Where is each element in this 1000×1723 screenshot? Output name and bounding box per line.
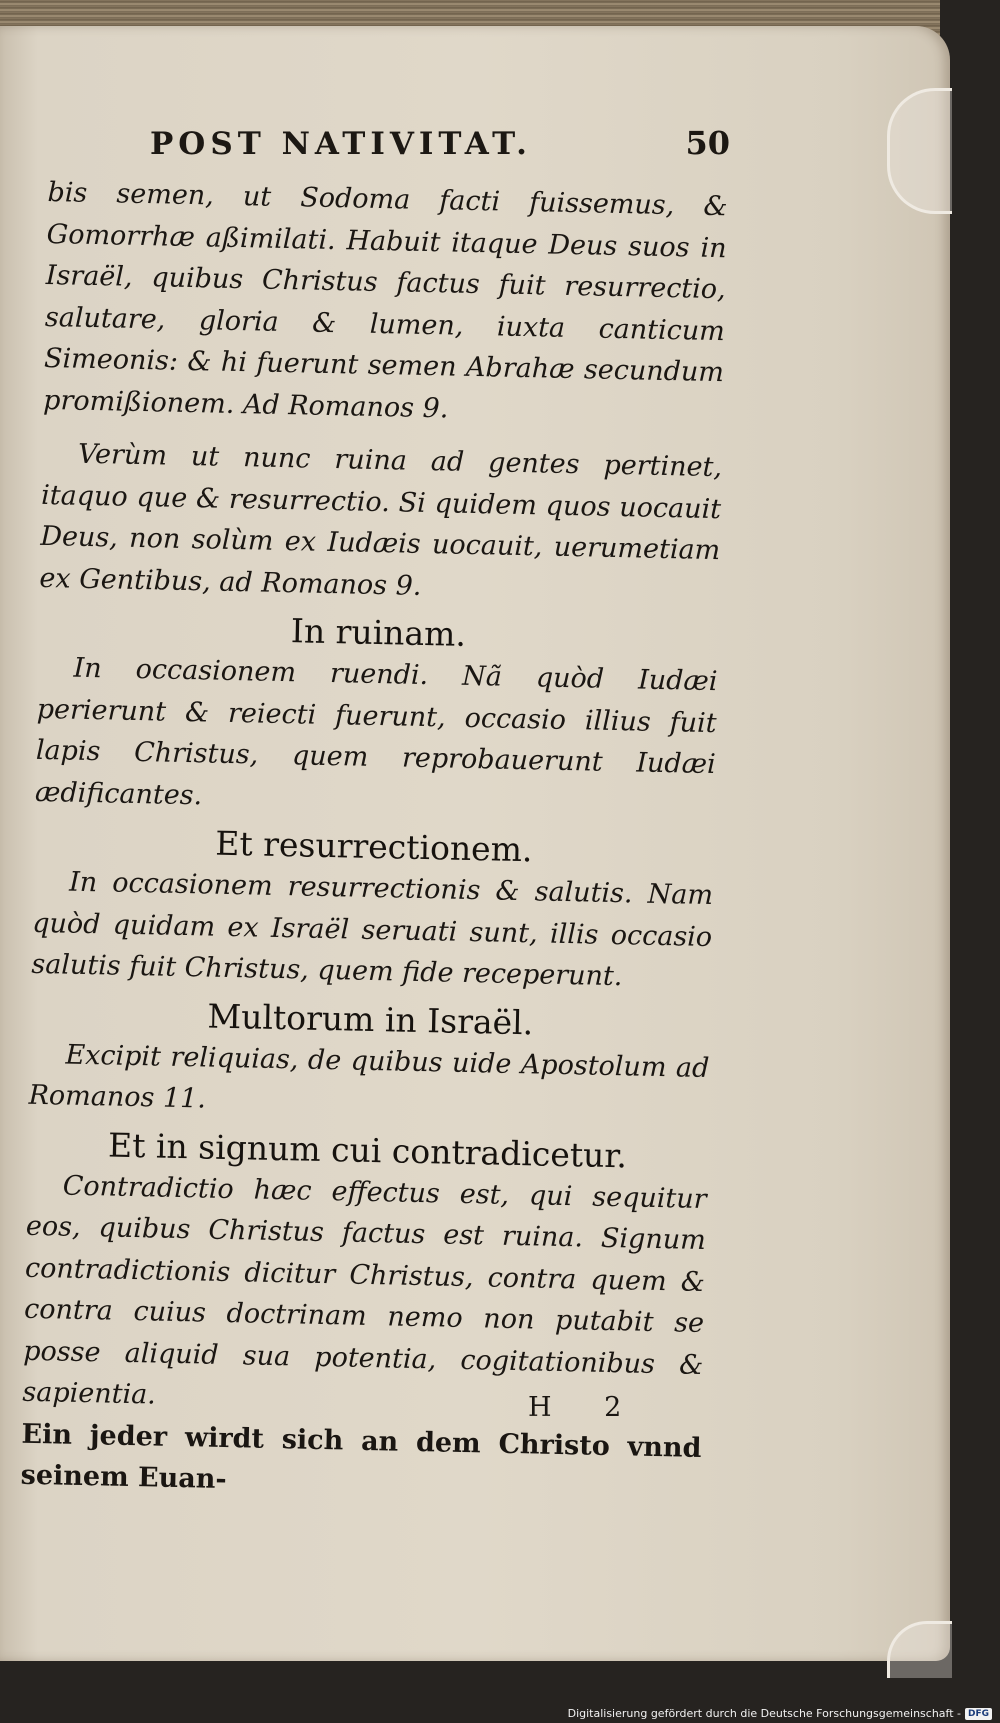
section-heading-in-ruinam: In ruinam. (290, 611, 467, 654)
paragraph-1: bis semen, ut Sodoma facti fuissemus, & Gomorrhæ aßimilati. Habuit itaque Deus suos in Israël, quibus Christus factus fuit resurrectio, salutare, gloria & lumen, iuxta canticum Simeonis: & hi fuerunt semen Abrahæ secundum promißionem. Ad Romanos 9. (42, 176, 728, 424)
page-number: 50 (685, 124, 730, 162)
scanner-clip-bottom (887, 1621, 952, 1678)
paragraph-3: In occasionem ruendi. Nã quòd Iudæi perierunt & reiecti fuerunt, occasio illius fuit lapis Christus, quem reprobauerunt Iudæi ædificantes. (34, 652, 718, 811)
paragraph-5: Excipit reliquias, de quibus uide Apostolum ad Romanos 11. (28, 1039, 710, 1115)
paragraph-6: Contradictio hæc effectus est, qui sequitur eos, quibus Christus factus est ruina. Signum contradictionis dicitur Christus, contra quem & contra cuius doctrinam nemo non putabit se posse aliquid sua potentia, cogitationibus & sapientia. (22, 1170, 707, 1411)
credit-text: Digitalisierung gefördert durch die Deutsche Forschungsgemeinschaft - (567, 1707, 961, 1720)
german-text (20, 1413, 702, 1510)
german-fraktur-line: Ein jeder wirdt sich an dem Christo vnnd seinem Euan- (20, 1418, 702, 1496)
section-heading-multorum: Multorum in Israël. (207, 996, 534, 1042)
scanner-clip-top (887, 88, 952, 214)
section-heading-et-resurrectionem: Et resurrectionem. (214, 823, 533, 870)
paragraph-4: In occasionem resurrectionis & salutis. Nam quòd quidam ex Israël seruati sunt, illis occasio salutis fuit Christus, quem fide receperunt. (31, 866, 714, 993)
page-header (150, 124, 730, 162)
running-head: POST NATIVITAT. (150, 126, 532, 162)
paragraph-2: Verùm ut nunc ruina ad gentes pertinet, itaquo que & resurrectio. Si quidem quos uocauit Deus, non solùm ex Iudæis uocauit, uerumetiam ex Gentibus, ad Romanos 9. (39, 438, 723, 602)
dfg-logo: DFG (965, 1708, 992, 1720)
section-heading-signum: Et in signum cui contradicetur. (107, 1124, 628, 1175)
main-text (20, 172, 728, 1510)
signature-mark: H 2 (528, 1392, 644, 1423)
digitization-credit (568, 1707, 992, 1720)
